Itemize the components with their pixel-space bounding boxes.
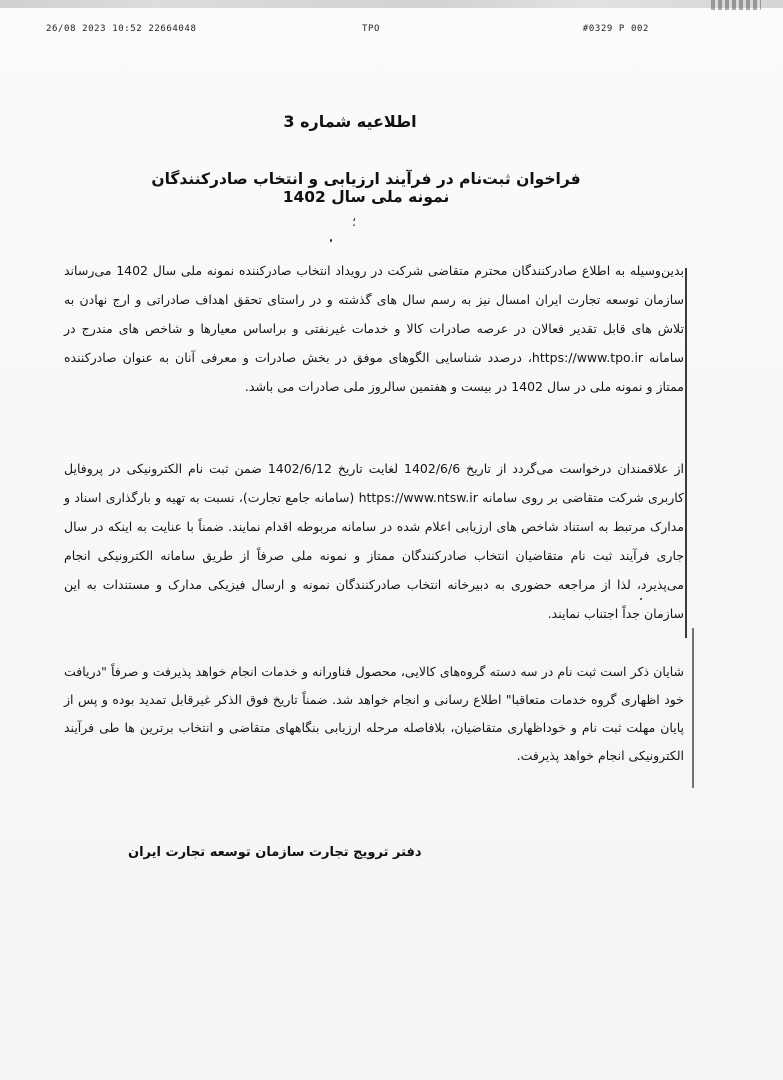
photocopy-streak [692,628,694,788]
paragraph-intro: بدین‌وسیله به اطلاع صادرکنندگان محترم متقاضی شرکت در رویداد انتخاب صادرکننده نمونه ملی سال 1402 می‌رساند سازمان توسعه تجارت ایران امسال نیز به رسم سال های گذشته و در راستای تحقق اهداف صادراتی و ارج نهادن به تلاش های قابل تقدیر فعالان در عرصه صادرات کالا و خدمات غیرنفتی و براساس معیارها و شاخص های مندرج در سامانه https://www.tpo.ir، درصدد شناسایی الگوهای موفق در بخش صادرات و معرفی آنان به عنوان صادرکننده ممتاز و نمونه ملی در سال 1402 در بیست و هفتمین سالروز ملی صادرات می باشد. [64,263,684,394]
fax-page-number: #0329 P 002 [582,24,649,34]
fax-corner-mark [711,0,761,10]
signature-office: دفتر ترویج تجارت سازمان توسعه تجارت ایران [128,845,422,860]
stray-mark: ؛ [352,215,357,230]
notice-title: اطلاعیه شماره 3 [283,112,417,131]
scan-edge-shadow [0,0,783,8]
fax-sender: TPO [362,24,381,34]
scan-speck [640,598,642,600]
paragraph-registration: از علاقمندان درخواست می‌گردد از تاریخ 1402/6/6 لغایت تاریخ 1402/6/12 ضمن ثبت نام الکترونیکی در پروفایل کاربری شرکت متقاضی بر روی سامانه https://www.ntsw.ir (سامانه جامع تجارت)، نسبت به تهیه و بارگذاری اسناد و مدارک مرتبط به استناد شاخص های ارزیابی اعلام شده در سامانه مربوطه اقدام نمایند. ضمناً با عنایت به اینکه در سال جاری فرآیند ثبت نام متقاضیان انتخاب صادرکنندگان ممتاز و نمونه ملی صرفاً از طریق سامانه الکترونیکی انجام می‌پذیرد، لذا از مراجعه حضوری به دبیرخانه انتخاب صادرکنندگان نمونه و ارسال فیزیکی مدارک و مستندات به این سازمان جداً اجتناب نمایند. [64,461,684,621]
main-title: فراخوان ثبت‌نام در فرآیند ارزیابی و انتخاب صادرکنندگان نمونه ملی سال 1402 [151,170,581,206]
paragraph-categories: شایان ذکر است ثبت نام در سه دسته گروه‌های کالایی، محصول فناورانه و خدمات انجام خواهد پذیرفت و صرفاً "دریافت خود اظهاری گروه خدمات متعاقبا" اطلاع رسانی و انجام خواهد شد. ضمناً تاریخ فوق الذکر غیرقابل تمدید بوده و پس از پایان مهلت ثبت نام و خوداظهاری متقاضیان، بلافاصله مرحله ارزیابی بنگاههای متقاضی و انتخاب برترین ها طی فرآیند الکترونیکی انجام خواهد پذیرفت. [64,664,684,763]
fax-transmission-header [0,24,783,40]
fax-date-time: 26/08 2023 10:52 22664048 [46,24,197,34]
scan-speck [330,239,332,242]
photocopy-streak [685,268,687,638]
